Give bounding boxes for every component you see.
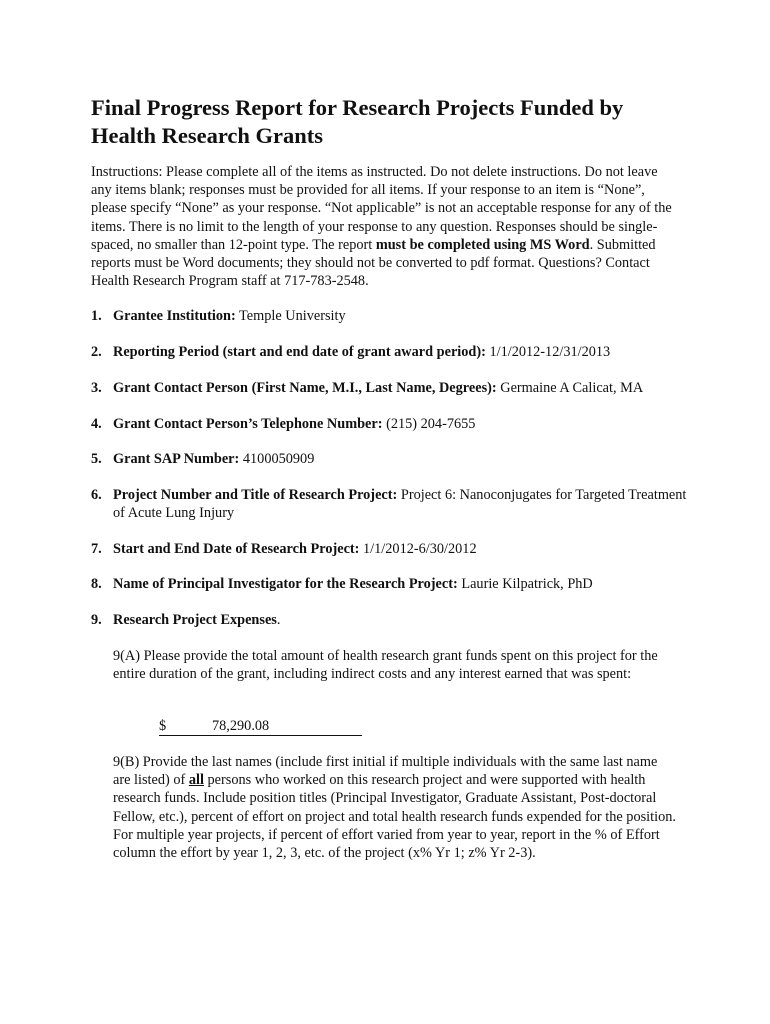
item-number: 6.	[91, 487, 102, 503]
section-9b-text-continued: persons who worked on this research project and were supported with health research funds. Include position titles (Principal Investigator, Graduate Assistant, Post-doctoral Fellow, etc.), percent of effort on project and total health research funds expended for the position. For multiple year projects, if percent of effort varied from year to year, report in the % of Effort column the effort by year 1, 2, 3, etc. of the project (x% Yr 1; z% Yr 2-3).	[113, 772, 676, 862]
item-value: (215) 204-7655	[382, 416, 476, 432]
item-value: .	[276, 612, 281, 628]
instructions-bold-text: must be completed using MS Word	[375, 236, 590, 253]
item-value: 1/1/2012-12/31/2013	[485, 344, 611, 360]
item-grantee-institution	[91, 307, 691, 325]
item-label: Reporting Period (start and end date of grant award period):	[113, 344, 486, 360]
item-reporting-period	[91, 343, 691, 361]
item-value: Project 6: Nanoconjugates for Targeted Treatment of Acute Lung Injury	[113, 487, 687, 522]
item-grant-sap-number	[91, 450, 691, 468]
section-9b-emphasis: all	[188, 772, 204, 789]
amount-field	[159, 717, 362, 736]
item-label: Grant SAP Number:	[113, 451, 240, 467]
item-value: 4100050909	[239, 451, 315, 467]
item-principal-investigator	[91, 575, 691, 593]
item-label: Start and End Date of Research Project:	[113, 541, 360, 557]
item-number: 7.	[91, 541, 102, 557]
amount-value: 78,290.08	[212, 718, 270, 734]
item-project-expenses	[91, 611, 691, 629]
item-grant-contact-person	[91, 379, 691, 397]
instructions-text: Instructions: Please complete all of the items as instructed. Do not delete instructions. Do not leave any items blank; responses must be provided for all items. If your response to an item is “None”, please specify “None” as your response. “Not applicable” is not an acceptable response for any of the items. There is no limit to the length of your response to any question. Responses should be single-spaced, no smaller than 12-point type. The report	[91, 164, 672, 253]
item-value: Temple University	[235, 308, 346, 324]
item-number: 3.	[91, 380, 102, 396]
item-label: Project Number and Title of Research Project:	[113, 487, 398, 503]
item-label: Grant Contact Person (First Name, M.I., Last Name, Degrees):	[113, 380, 497, 396]
item-project-title	[91, 486, 691, 522]
item-value: Laurie Kilpatrick, PhD	[457, 576, 593, 592]
item-number: 2.	[91, 344, 102, 360]
item-label: Grantee Institution:	[113, 308, 236, 324]
page-title: Final Progress Report for Research Projects Funded by Health Research Grants	[91, 95, 624, 148]
instructions-paragraph	[91, 163, 681, 290]
item-value: Germaine A Calicat, MA	[496, 380, 644, 396]
item-contact-telephone	[91, 415, 691, 433]
item-label: Research Project Expenses	[113, 612, 277, 628]
item-number: 8.	[91, 576, 102, 592]
item-project-dates	[91, 540, 691, 558]
item-number: 5.	[91, 451, 102, 467]
item-label: Name of Principal Investigator for the Research Project:	[113, 576, 458, 592]
item-value: 1/1/2012-6/30/2012	[359, 541, 477, 557]
item-number: 1.	[91, 308, 102, 324]
item-number: 9.	[91, 612, 102, 628]
item-number: 4.	[91, 416, 102, 432]
section-9b-paragraph	[113, 753, 678, 862]
currency-symbol: $	[159, 718, 167, 734]
instructions-text-continued: . Submitted reports must be Word documents; they should not be converted to pdf format. Questions? Contact Health Research Program staff at 717-783-2548.	[91, 236, 656, 290]
item-label: Grant Contact Person’s Telephone Number:	[113, 416, 383, 432]
section-9a-paragraph: 9(A) Please provide the total amount of health research grant funds spent on this project for the entire duration of the grant, including indirect costs and any interest earned that was spent:	[113, 648, 658, 683]
section-9b-text: 9(B) Provide the last names (include first initial if multiple individuals with the same last name are listed) of	[113, 754, 658, 789]
